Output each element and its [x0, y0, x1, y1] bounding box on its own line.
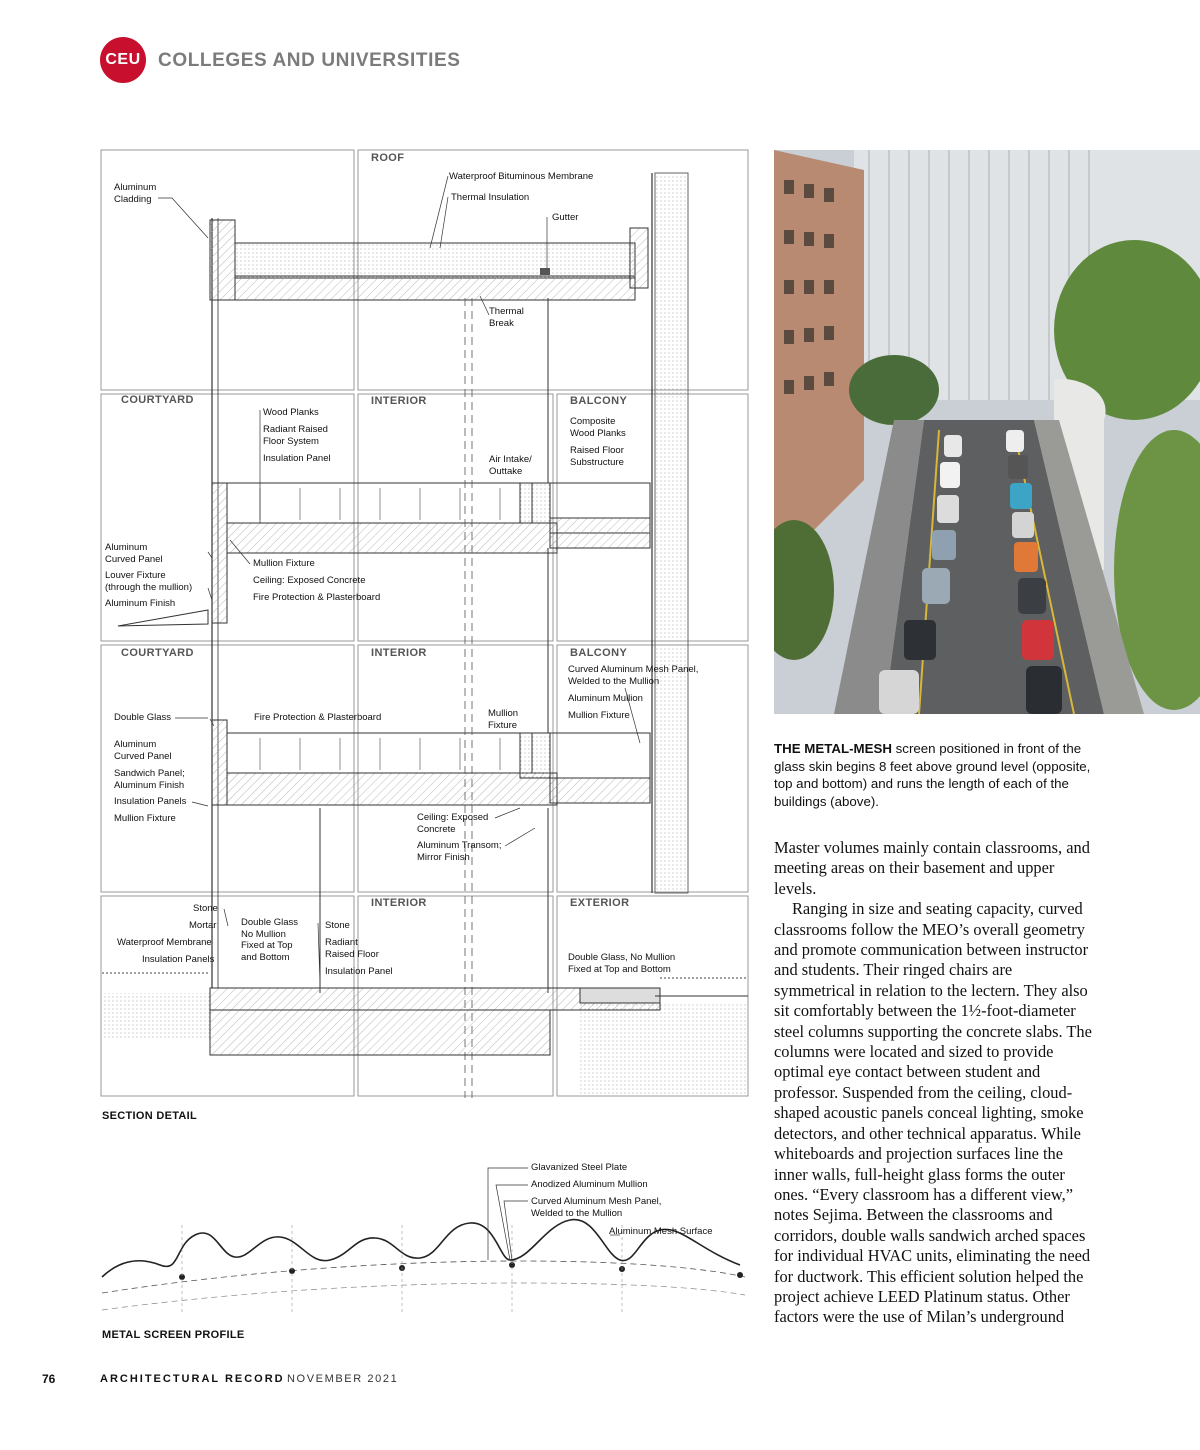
section-detail-caption: SECTION DETAIL: [102, 1110, 198, 1122]
label-mortar: Mortar: [189, 920, 217, 931]
label-aluminum-finish: Aluminum Finish: [105, 598, 176, 609]
label-radiant-raised-floor: Radiant Raised Floor System: [263, 424, 328, 447]
label-aluminum-curved-panel-1: Aluminum Curved Panel: [105, 542, 163, 565]
zone-courtyard-2: COURTYARD: [121, 647, 194, 659]
article-paragraph-2: Ranging in size and seating capacity, curved classrooms follow the MEO’s overall geometry and promote communication between instructor and students. Their ringed chairs are symmetrical in relation to the lectern. They also sit comfortably between the 1½-foot-diameter steel columns supporting the concrete slabs. The columns were located and sized to provide optimal eye contact between student and professor. Suspended from the ceiling, cloud-shaped acoustic panels conceal lighting, smoke detectors, and other technical apparatus. While whiteboards and projection surfaces line the inner walls, full-height glass forms the outer ones. “Every classroom has a different view,” notes Sejima. Between the classrooms and corridors, double walls sandwich arched spaces for individual HVAC units, eliminating the need for ductwork. This efficient solution helped the project achieve LEED Platinum status. Other factors were the use of Milan’s underground: [774, 899, 1092, 1327]
label-curved-mesh-panel: Curved Aluminum Mesh Panel, Welded to the Mullion: [568, 664, 699, 687]
label-louver-fixture: Louver Fixture (through the mullion): [105, 570, 193, 593]
label-insulation-panel-1: Insulation Panel: [263, 453, 331, 464]
section-title: COLLEGES AND UNIVERSITIES: [158, 50, 461, 71]
article-paragraph-1: Master volumes mainly contain classrooms, and meeting areas on their basement and upper levels.: [774, 838, 1090, 898]
label-mullion-fixture-2: Mullion Fixture: [568, 710, 630, 721]
label-thermal-break: Thermal Break: [489, 306, 524, 329]
photo-caption: [774, 740, 1092, 810]
page-number: 76: [42, 1372, 56, 1386]
label-fire-protection-1: Fire Protection & Plasterboard: [253, 592, 381, 603]
label-galvanized: Glavanized Steel Plate: [531, 1162, 628, 1173]
label-insulation-panels-2: Insulation Panels: [142, 954, 215, 965]
zone-courtyard-1: COURTYARD: [121, 394, 194, 406]
label-ceiling-exposed-1: Ceiling: Exposed Concrete: [253, 575, 366, 586]
label-insulation-panel-2: Insulation Panel: [325, 966, 393, 977]
label-aluminum-cladding: Aluminum Cladding: [114, 182, 157, 205]
label-mullion-fixture-4: Mullion Fixture: [114, 813, 176, 824]
label-mesh-surface: Aluminum Mesh Surface: [609, 1226, 713, 1237]
label-composite-wood: Composite Wood Planks: [570, 416, 626, 439]
issue-date: NOVEMBER 2021: [287, 1373, 399, 1385]
metal-screen-profile-drawing: [100, 1165, 750, 1315]
photo-caption-lead: THE METAL-MESH: [774, 741, 892, 756]
zone-interior-1: INTERIOR: [371, 395, 427, 407]
ceu-badge: CEU: [100, 37, 146, 83]
zone-interior-3: INTERIOR: [371, 897, 427, 909]
label-ceiling-exposed-2: Ceiling: Exposed Concrete: [417, 812, 489, 835]
zone-balcony-2: BALCONY: [570, 647, 628, 659]
street-photo: [774, 150, 1200, 714]
publication-name: ARCHITECTURAL RECORD: [100, 1373, 285, 1385]
label-air-intake: Air Intake/ Outtake: [489, 454, 532, 477]
label-sandwich-panel: Sandwich Panel; Aluminum Finish: [114, 768, 185, 791]
label-gutter: Gutter: [552, 212, 579, 223]
label-anodized: Anodized Aluminum Mullion: [531, 1179, 648, 1190]
label-wood-planks: Wood Planks: [263, 407, 319, 418]
photo-caption-text: screen positioned in front of the glass skin begins 8 feet above ground level (opposite, top and bottom) and runs the length of each of the buildings (above).: [774, 741, 1091, 809]
zone-exterior: EXTERIOR: [570, 897, 630, 909]
label-double-glass-no-mullion: Double Glass No Mullion Fixed at Top and Bottom: [241, 917, 299, 963]
label-curved-mesh: Curved Aluminum Mesh Panel, Welded to the Mullion: [531, 1196, 662, 1219]
label-waterproof-membrane-roof: Waterproof Bituminous Membrane: [449, 171, 594, 182]
label-raised-floor-sub: Raised Floor Substructure: [570, 445, 624, 468]
label-aluminum-transom: Aluminum Transom; Mirror Finish: [417, 840, 502, 863]
label-stone-2: Stone: [325, 920, 350, 931]
label-insulation-panels-1: Insulation Panels: [114, 796, 187, 807]
label-waterproof-membrane-2: Waterproof Membrane: [117, 937, 212, 948]
label-aluminum-mullion: Aluminum Mullion: [568, 693, 643, 704]
zone-interior-2: INTERIOR: [371, 647, 427, 659]
label-aluminum-curved-panel-2: Aluminum Curved Panel: [114, 739, 172, 762]
zone-balcony-1: BALCONY: [570, 395, 628, 407]
label-mullion-fixture-1: Mullion Fixture: [253, 558, 315, 569]
label-thermal-insulation: Thermal Insulation: [451, 192, 530, 203]
label-mullion-fixture-3: Mullion Fixture: [488, 708, 519, 731]
label-stone-1: Stone: [193, 903, 218, 914]
metal-screen-caption: METAL SCREEN PROFILE: [102, 1329, 245, 1341]
article-body: [774, 838, 1092, 1328]
label-fire-protection-2: Fire Protection & Plasterboard: [254, 712, 382, 723]
label-double-glass-exterior: Double Glass, No Mullion Fixed at Top and Bottom: [568, 952, 676, 975]
zone-roof: ROOF: [371, 152, 405, 164]
label-double-glass: Double Glass: [114, 712, 172, 723]
label-radiant-raised-floor-2: Radiant Raised Floor: [325, 937, 379, 960]
